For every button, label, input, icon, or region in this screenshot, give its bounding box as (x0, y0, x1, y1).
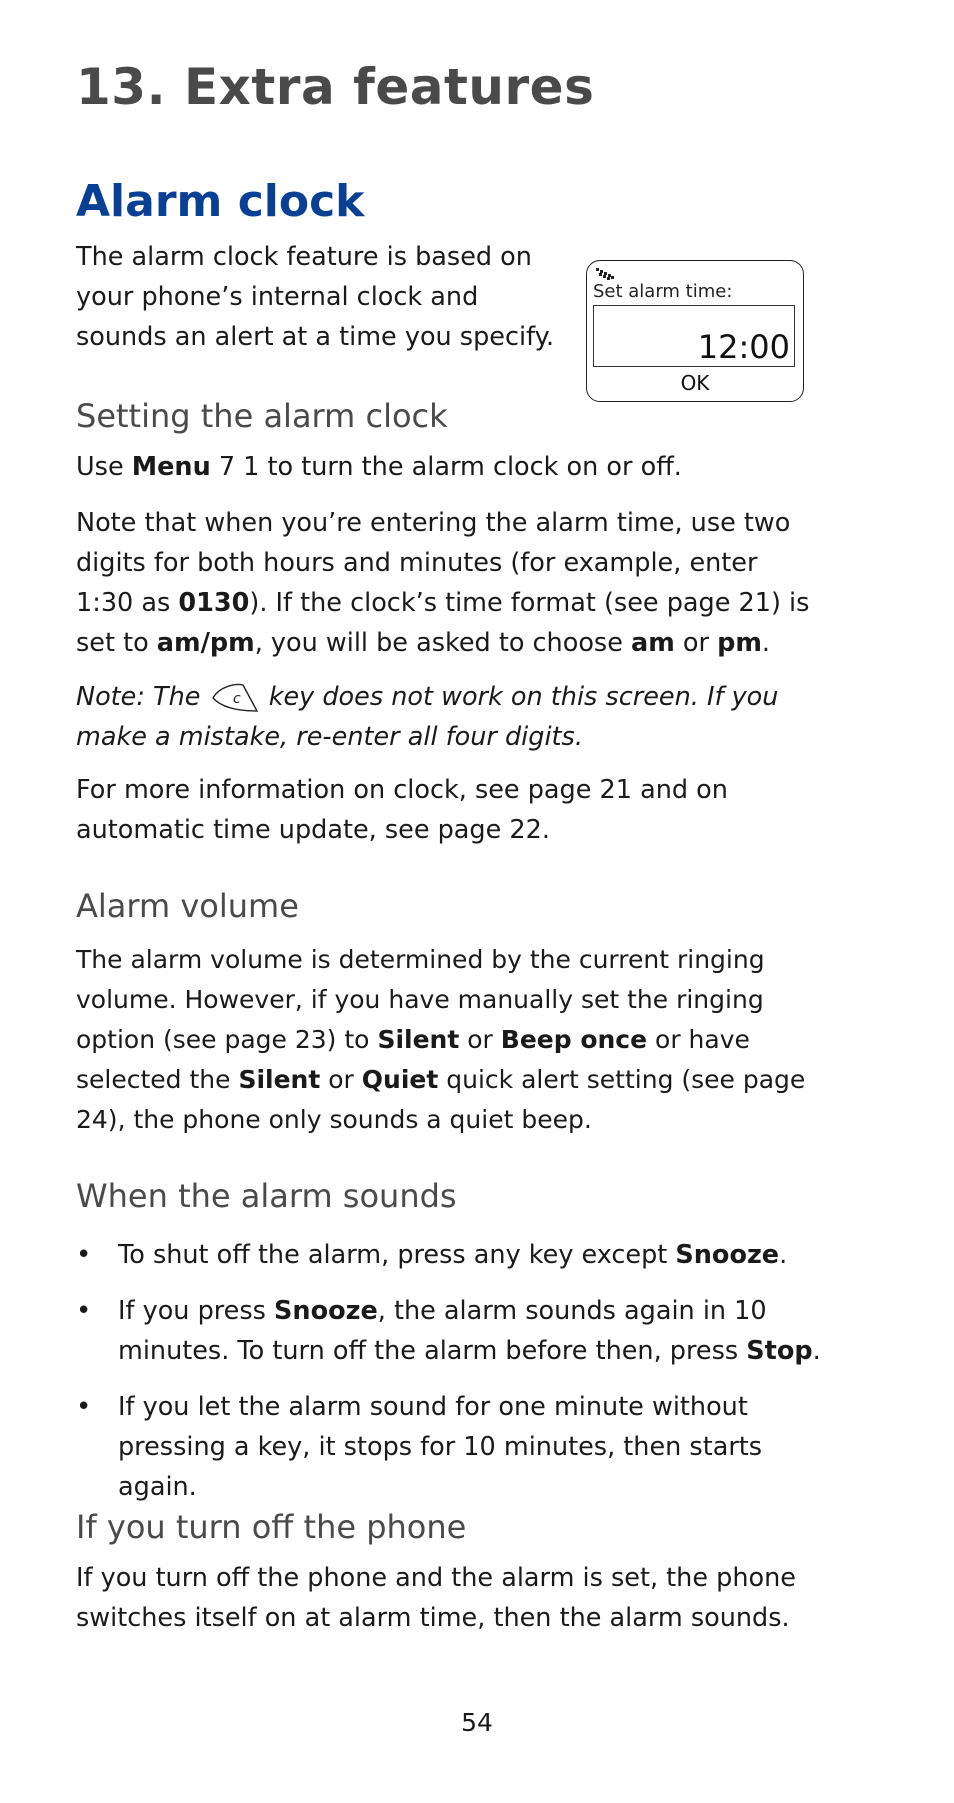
page-number: 54 (461, 1708, 493, 1737)
ok-softkey: OK (680, 371, 710, 395)
svg-text:c: c (232, 691, 241, 707)
turn-off-paragraph: If you turn off the phone and the alarm is set, the phone switches itself on at alarm time, then the alarm sounds. (76, 1563, 796, 1633)
alarm-sounds-list (76, 1235, 836, 1523)
signal-icon (595, 267, 617, 281)
heading-setting-alarm: Setting the alarm clock (76, 397, 448, 435)
intro-paragraph: The alarm clock feature is based on your phone’s internal clock and sounds an alert at a time you specify. (76, 242, 555, 352)
heading-alarm-sounds: When the alarm sounds (76, 1177, 457, 1215)
volume-paragraph: The alarm volume is determined by the current ringing volume. However, if you have manually set the ringing option (see page 23) to Silent or Beep once or have selected the Silent or Quiet quick alert setting (see page 24), the phone only sounds a quiet beep. (76, 945, 806, 1134)
clear-key-icon (209, 681, 261, 715)
note-paragraph: Note: The c key does not work on this screen. If you make a mistake, re-enter all four digits. (76, 682, 779, 752)
list-item: • If you press Snooze, the alarm sounds again in 10 minutes. To turn off the alarm before then, press Stop. (76, 1291, 836, 1371)
chapter-title: 13. Extra features (76, 58, 595, 116)
phone-screen-illustration (586, 260, 804, 402)
heading-turn-off-phone: If you turn off the phone (76, 1508, 467, 1546)
list-item: • To shut off the alarm, press any key except Snooze. (76, 1235, 836, 1275)
time-entry-box (593, 305, 795, 367)
setting-paragraph-2: Note that when you’re entering the alarm time, use two digits for both hours and minutes (for example, enter 1:30 as 0130). If the clock’s time format (see page 21) is set to am/pm, you will be asked to choose am or pm. (76, 508, 810, 658)
screen-label: Set alarm time: (593, 281, 733, 302)
setting-paragraph-1: Use Menu 7 1 to turn the alarm clock on or off. (76, 452, 682, 482)
info-paragraph: For more information on clock, see page 21 and on automatic time update, see page 22. (76, 775, 728, 845)
list-item: • If you let the alarm sound for one minute without pressing a key, it stops for 10 minutes, then starts again. (76, 1387, 836, 1507)
alarm-time-value: 12:00 (697, 328, 790, 366)
section-title: Alarm clock (76, 176, 365, 227)
heading-alarm-volume: Alarm volume (76, 887, 299, 925)
